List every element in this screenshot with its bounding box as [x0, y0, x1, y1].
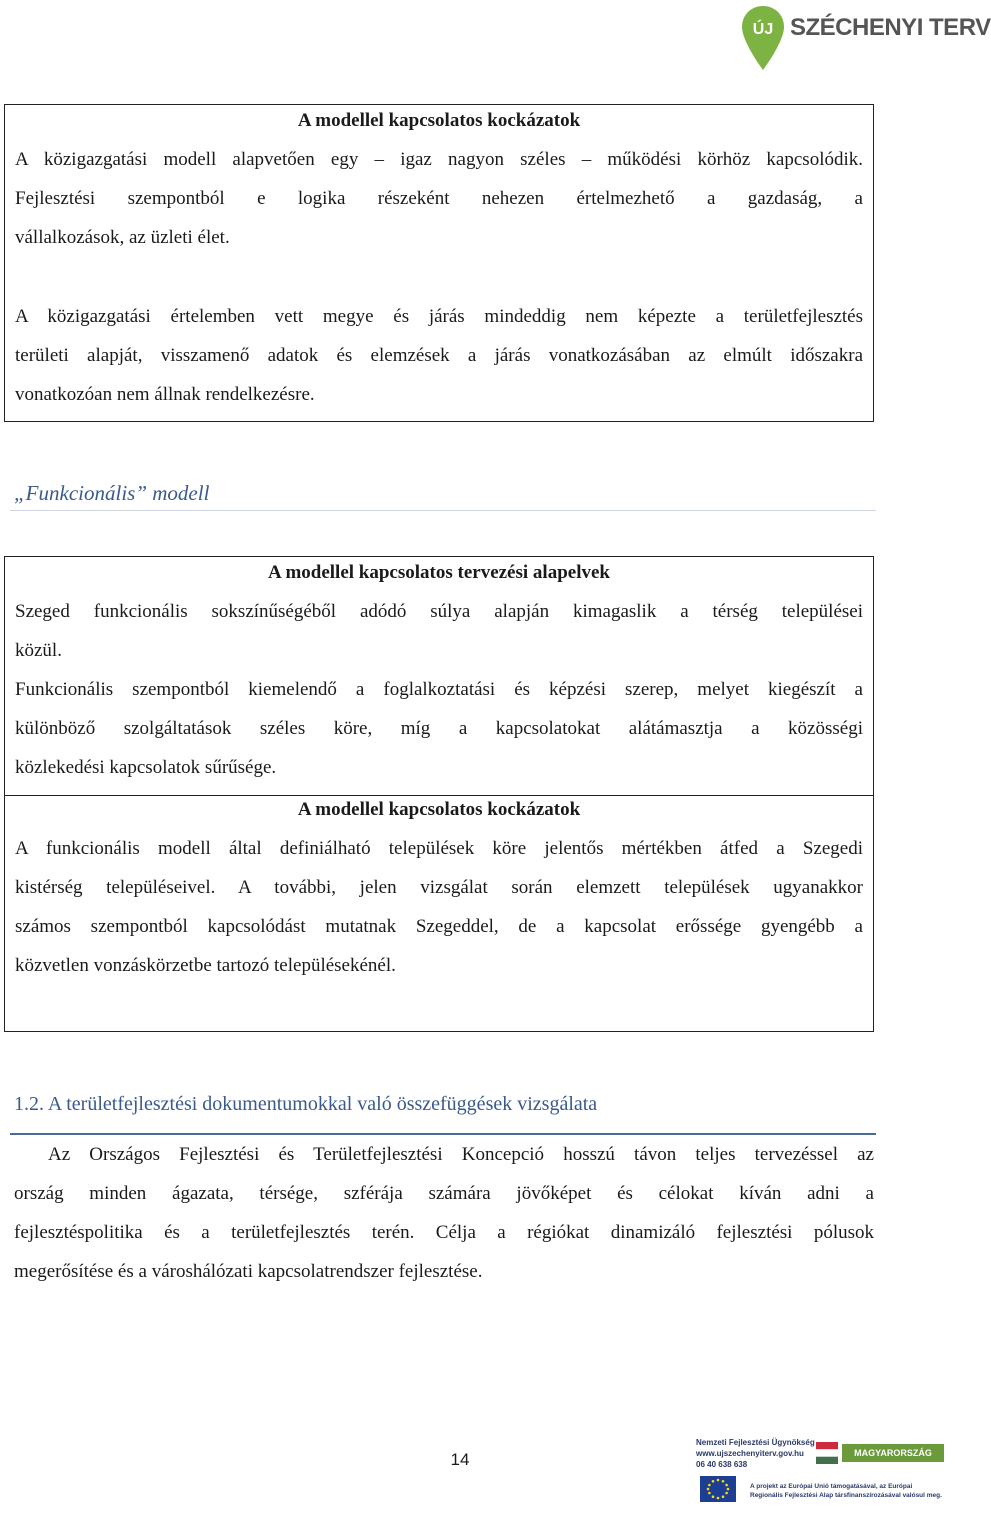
row-divider — [5, 795, 873, 796]
hungarian-flag-icon — [816, 1442, 838, 1464]
heading-text: A területfejlesztési dokumentumokkal való összefüggések vizsgálata — [47, 1093, 598, 1115]
risks-box-admin — [4, 104, 874, 422]
paragraph-line: ország minden ágazata, térsége, szférája számára jövőképet és célokat kíván adni a — [14, 1183, 874, 1204]
paragraph-line: kistérség településeivel. A további, jelen vizsgálat során elemzett települések ugyanakkor — [15, 877, 863, 898]
paragraph-line: A funkcionális modell által definiálható települések köre jelentős mértékben átfed a Szegedi — [15, 838, 863, 859]
section-heading — [14, 1093, 597, 1116]
paragraph-line: Funkcionális szempontból kiemelendő a foglalkoztatási és képzési szerep, melyet kiegészít a — [15, 679, 863, 700]
page-number: 14 — [450, 1450, 470, 1469]
eu-text-line: Regionális Fejlesztési Alap társfinanszírozásával valósul meg. — [750, 1492, 942, 1499]
eu-flag-icon — [700, 1476, 736, 1502]
paragraph-line: közlekedési kapcsolatok sűrűsége. — [15, 757, 277, 778]
paragraph-line: közül. — [15, 640, 62, 661]
paragraph-line: fejlesztéspolitika és a területfejlesztés terén. Célja a régiókat dinamizáló fejlesztési pólusok — [14, 1222, 874, 1243]
paragraph-line: számos szempontból kapcsolódást mutatnak Szegeddel, de a kapcsolat erőssége gyengébb a — [15, 916, 863, 937]
agency-name: Nemzeti Fejlesztési Ügynökség — [696, 1438, 815, 1447]
paragraph-line: területi alapját, visszamenő adatok és elemzések a járás vonatkozásában az elmúlt időszakra — [15, 345, 863, 366]
heading-number: 1.2. — [14, 1093, 44, 1115]
heading-rule — [10, 1133, 876, 1135]
footer-logos — [696, 1436, 956, 1508]
agency-url: www.ujszechenyiterv.gov.hu — [696, 1449, 804, 1458]
section-title: „Funkcionális” modell — [14, 481, 210, 505]
badge: MAGYARORSZÁG MEGÚJUL — [842, 1444, 944, 1462]
paragraph-line: vállalkozások, az üzleti élet. — [15, 227, 230, 248]
agency-phone: 06 40 638 638 — [696, 1460, 748, 1469]
map-pin-icon — [740, 4, 786, 72]
box-title: A modellel kapcsolatos tervezési alapelvek — [268, 562, 610, 583]
functional-model-box — [4, 556, 874, 1032]
paragraph-line: vonatkozóan nem állnak rendelkezésre. — [15, 384, 315, 405]
box-title: A modellel kapcsolatos kockázatok — [297, 110, 581, 131]
section-rule — [10, 510, 876, 511]
paragraph-line: A közigazgatási modell alapvetően egy – igaz nagyon széles – működési körhöz kapcsolódik. — [15, 149, 863, 170]
paragraph-line: Az Országos Fejlesztési és Területfejlesztési Koncepció hosszú távon teljes tervezéssel az — [48, 1144, 874, 1165]
paragraph-line: közvetlen vonzáskörzetbe tartozó településekénél. — [15, 955, 396, 976]
paragraph-line: különböző szolgáltatások széles köre, míg a kapcsolatokat alátámasztja a közösségi — [15, 718, 863, 739]
paragraph-line: A közigazgatási értelemben vett megye és járás mindeddig nem képezte a területfejlesztés — [15, 306, 863, 327]
box-title: A modellel kapcsolatos kockázatok — [297, 799, 581, 820]
eu-text-line: A projekt az Európai Unió támogatásával, az Európai — [750, 1483, 913, 1490]
szechenyi-terv-logo — [738, 0, 991, 75]
paragraph-line: Szeged funkcionális sokszínűségéből adódó súlya alapján kimagaslik a térség települései — [15, 601, 863, 622]
paragraph-line: Fejlesztési szempontból e logika részeként nehezen értelmezhető a gazdaság, a — [15, 188, 863, 209]
logo-text: SZÉCHENYI TERV — [790, 14, 991, 41]
paragraph-line: megerősítése és a városhálózati kapcsolatrendszer fejlesztése. — [14, 1261, 483, 1282]
logo-mark: ÚJ — [752, 21, 774, 38]
